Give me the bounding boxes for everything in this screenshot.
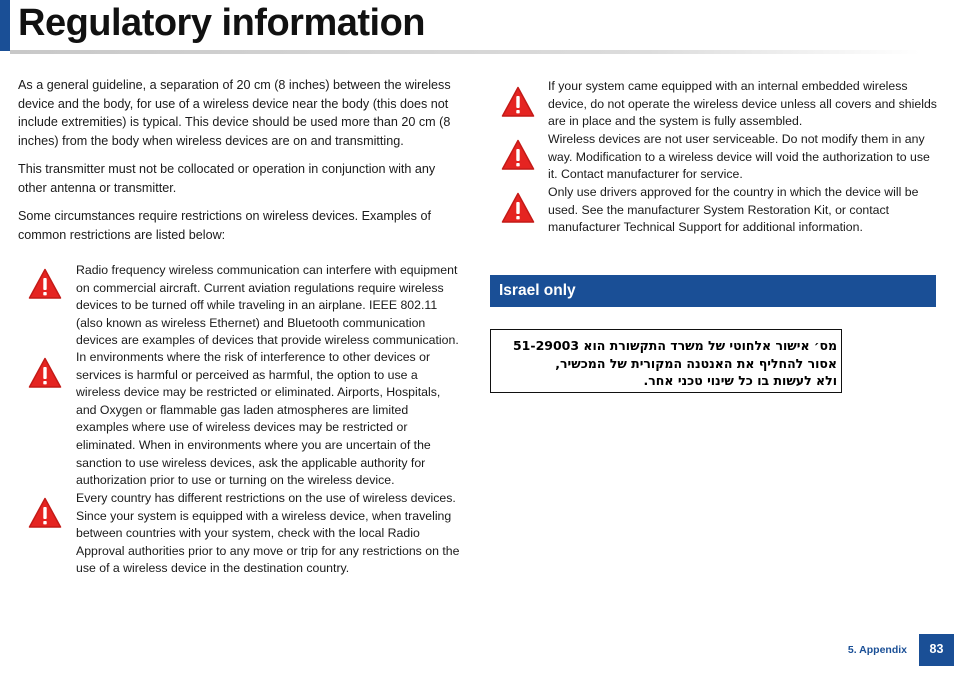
warning-icon <box>501 86 535 118</box>
israel-line-approval: מס׳ אישור אלחוטי של משרד התקשורת הוא 51-29003 <box>512 338 837 353</box>
warning-icon <box>501 192 535 224</box>
warning-icon <box>501 139 535 171</box>
paragraph-collocation: This transmitter must not be collocated or operation in conjunction with any other antenna or transmitter. <box>18 162 436 195</box>
title-underline <box>10 50 920 54</box>
israel-line-modification: ולא לעשות בו כל שינוי טכני אחר. <box>643 373 837 388</box>
page-number: 83 <box>919 634 954 666</box>
warning-country-text: Every country has different restrictions on the use of wireless devices. Since your system is equipped with a wireless device, when traveling between countries with your system, check with the local Radio Approval authorities prior to any move or trip for any restrictions on the use of a wireless device in the destination country. <box>76 491 460 576</box>
warning-drivers-text: Only use drivers approved for the country in which the device will be used. See the manufacturer System Restoration Kit, or contact manufacturer Technical Support for additional information. <box>548 185 919 235</box>
warning-interference-text: In environments where the risk of interference to other devices or services is harmful or perceived as harmful, the option to use a wireless device may be restricted or eliminated. Airports, Hospitals, and Oxygen or flammable gas laden atmospheres are limited examples where use of wireless devices may be restricted or eliminated. When in environments where you are uncertain of the sanction to use wireless devices, ask the applicable authority for authorization prior to use or turning on the wireless device. <box>76 350 441 488</box>
israel-line-antenna: אסור להחליף את האנטנה המקורית של המכשיר, <box>555 355 837 371</box>
paragraph-separation: As a general guideline, a separation of 20 cm (8 inches) between the wireless device and the body, for use of a wireless device near the body (this does not include extremities) is typical. This device should be used more than 20 cm (8 inches) from the body when wireless devices are on and transmitting. <box>18 78 451 148</box>
title-accent-bar <box>0 0 10 51</box>
warning-icon <box>28 357 62 389</box>
left-column-intro <box>18 76 464 254</box>
section-header-israel: Israel only <box>490 275 936 307</box>
warning-aircraft-text: Radio frequency wireless communication can interfere with equipment on commercial aircraft. Current aviation regulations require wireless devices to be turned off while traveling in an airplane. IEEE 802.11 (also known as wireless Ethernet) and Bluetooth communication devices are examples of devices that provide wireless communication. <box>76 263 459 348</box>
warning-icon <box>28 268 62 300</box>
warning-embedded-text: If your system came equipped with an internal embedded wireless device, do not operate the wireless device unless all covers and shields are in place and the system is fully assembled. <box>548 79 937 129</box>
warning-serviceable-text: Wireless devices are not user serviceable. Do not modify them in any way. Modification to a wireless device will void the authorization to use it. Contact manufacturer for service. <box>548 132 930 182</box>
page-title: Regulatory information <box>18 2 426 44</box>
paragraph-restrictions: Some circumstances require restrictions on wireless devices. Examples of common restrictions are listed below: <box>18 209 431 242</box>
warning-icon <box>28 497 62 529</box>
israel-notice-box <box>490 329 842 393</box>
footer-section-label: 5. Appendix <box>847 644 907 656</box>
